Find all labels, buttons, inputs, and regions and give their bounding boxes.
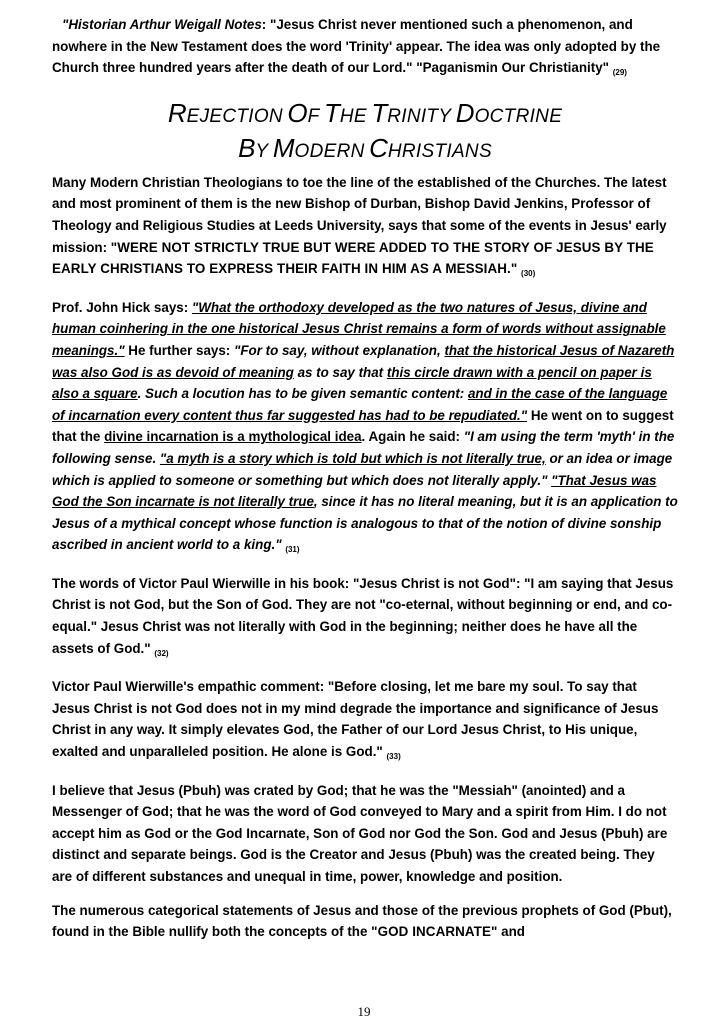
paragraph-wierwille-1 <box>52 573 678 664</box>
paragraph-belief <box>52 780 678 888</box>
title-line-2 <box>52 133 678 168</box>
footnote-30: (30) <box>521 269 536 279</box>
intro-lead: "Historian Arthur Weigall Notes <box>62 17 262 32</box>
title-letter: D <box>455 97 475 128</box>
underlined-quote: "What the orthodoxy developed as the two natures of Jesus, divine and human coinhering in the one historical Jesus Christ remains a form of words without assignable meanings." <box>52 299 666 358</box>
title-line-1 <box>52 98 678 133</box>
footnote-29: (29) <box>612 68 627 78</box>
paragraph-wierwille-2 <box>52 676 678 767</box>
paragraph-text: He further says: <box>124 342 234 358</box>
title-letter: T <box>324 97 340 128</box>
title-word: EJECTION <box>186 105 283 127</box>
title-word: OCTRINE <box>474 105 563 127</box>
italic-quote: "For to say, without explanation, <box>233 342 445 358</box>
intro-colon: : <box>261 17 267 32</box>
paragraph-text: Victor Paul Wierwille's empathic comment: "Before closing, let me bare my soul. To say that Jesus Christ is not God does not in my mind degrade the importance and significance of Jesus Christ in any way. It simply elevates God, the Father of our Lord Jesus Christ, to His unique, exalted and unparalleled position. He alone is God." <box>52 679 659 760</box>
title-word: HE <box>339 105 367 127</box>
caps-quote: "GOD INCARNATE" <box>371 924 498 940</box>
page-number: 19 <box>357 1004 371 1019</box>
title-letter: O <box>287 97 308 128</box>
footnote-33: (33) <box>386 752 401 762</box>
title-word: RINITY <box>387 105 452 127</box>
document-page <box>52 14 678 955</box>
intro-quote: "Jesus Christ never mentioned such a phenomenon, and nowhere in the New Testament does the word 'Trinity' appear. The idea was only adopted by the Church three hundred years after the death of our Lord." <box>52 17 661 76</box>
title-word: Y <box>255 140 269 162</box>
underlined-quote: "That Jesus was God the Son incarnate is not literally true <box>52 472 657 510</box>
paragraph-text: Many Modern Christian Theologians to toe the line of the established of the Churches. The latest and most prominent of them is the new Bishop of Durban, Bishop David Jenkins, Professor of Theology and Religious Studies at Leeds University, says that some of the events in Jesus' early mission: <box>52 174 667 255</box>
footnote-32: (32) <box>154 648 169 658</box>
paragraph-hick <box>52 297 678 561</box>
underlined-text: divine incarnation is a mythological idea <box>104 429 362 445</box>
title-letter: C <box>369 132 388 163</box>
footnote-31: (31) <box>285 545 300 555</box>
underlined-quote: this circle drawn with a pencil on paper is also a square <box>52 364 652 402</box>
section-title <box>52 98 678 168</box>
paragraph-text: The numerous categorical statements of Jesus and those of the previous prophets of God (Pbut), found in the Bible nullify both the concepts of the <box>52 902 672 940</box>
title-letter: B <box>238 132 256 163</box>
italic-quote: as to say that <box>293 364 387 380</box>
paragraph-text: Prof. John Hick says: <box>52 299 192 315</box>
caps-quote: "WERE NOT STRICTLY TRUE BUT WERE ADDED TO THE STORY OF JESUS BY THE EARLY CHRISTIANS TO EXPRESS THEIR FAITH IN HIM AS A MESSIAH." <box>52 239 654 277</box>
paragraph-jenkins <box>52 172 678 285</box>
title-word: HRISTIANS <box>387 140 492 162</box>
paragraph-text: and <box>497 924 525 940</box>
italic-quote: "I am using the term 'myth' in the following sense. <box>52 429 675 466</box>
underlined-quote: "a myth is a story which is told but which is not literally true, <box>159 450 546 466</box>
italic-quote: , since it has no literal meaning, but it is an application to Jesus of a mythical concept whose function is analogous to that of the notion of divine sonship ascribed in ancient world to a king." <box>52 494 678 553</box>
intro-source: "Paganismin Our Christianity" <box>412 60 613 76</box>
paragraph-text: . Again he said: <box>361 429 464 445</box>
title-letter: T <box>371 97 388 128</box>
italic-quote: or an idea or image which is applied to someone or something but which does not literally apply." <box>52 450 673 488</box>
title-word: F <box>307 105 320 127</box>
title-letter: M <box>272 132 295 163</box>
paragraph-statements <box>52 900 678 943</box>
underlined-quote: that the historical Jesus of Nazareth was also God is as devoid of meaning <box>52 342 675 380</box>
underlined-quote: and in the case of the language of incarnation every content thus far suggested has had to be repudiated." <box>52 386 668 423</box>
intro-paragraph <box>52 14 678 84</box>
title-word: ODERN <box>294 140 365 162</box>
paragraph-text: The words of Victor Paul Wierwille in his book: "Jesus Christ is not God": "I am saying that Jesus Christ is not God, but the Son of God. They are not "co-eternal, without beginning or end, and co-equal." Jesus Christ was not literally with God in the beginning; neither does he have all the assets of God." <box>52 575 674 656</box>
paragraph-text: He went on to suggest that the <box>52 407 674 445</box>
title-letter: R <box>167 97 187 128</box>
paragraph-text: I believe that Jesus (Pbuh) was crated by God; that he was the "Messiah" (anointed) and a Messenger of God; that he was the word of God conveyed to Mary and a spirit from Him. I do not accept him as God or the God Incarnate, Son of God nor God the Son. God and Jesus (Pbuh) are distinct and separate beings. God is the Creator and Jesus (Pbuh) was the created being. They are of different substances and unequal in time, power, knowledge and position. <box>52 782 668 884</box>
italic-quote: . Such a locution has to be given semantic content: <box>137 386 468 402</box>
